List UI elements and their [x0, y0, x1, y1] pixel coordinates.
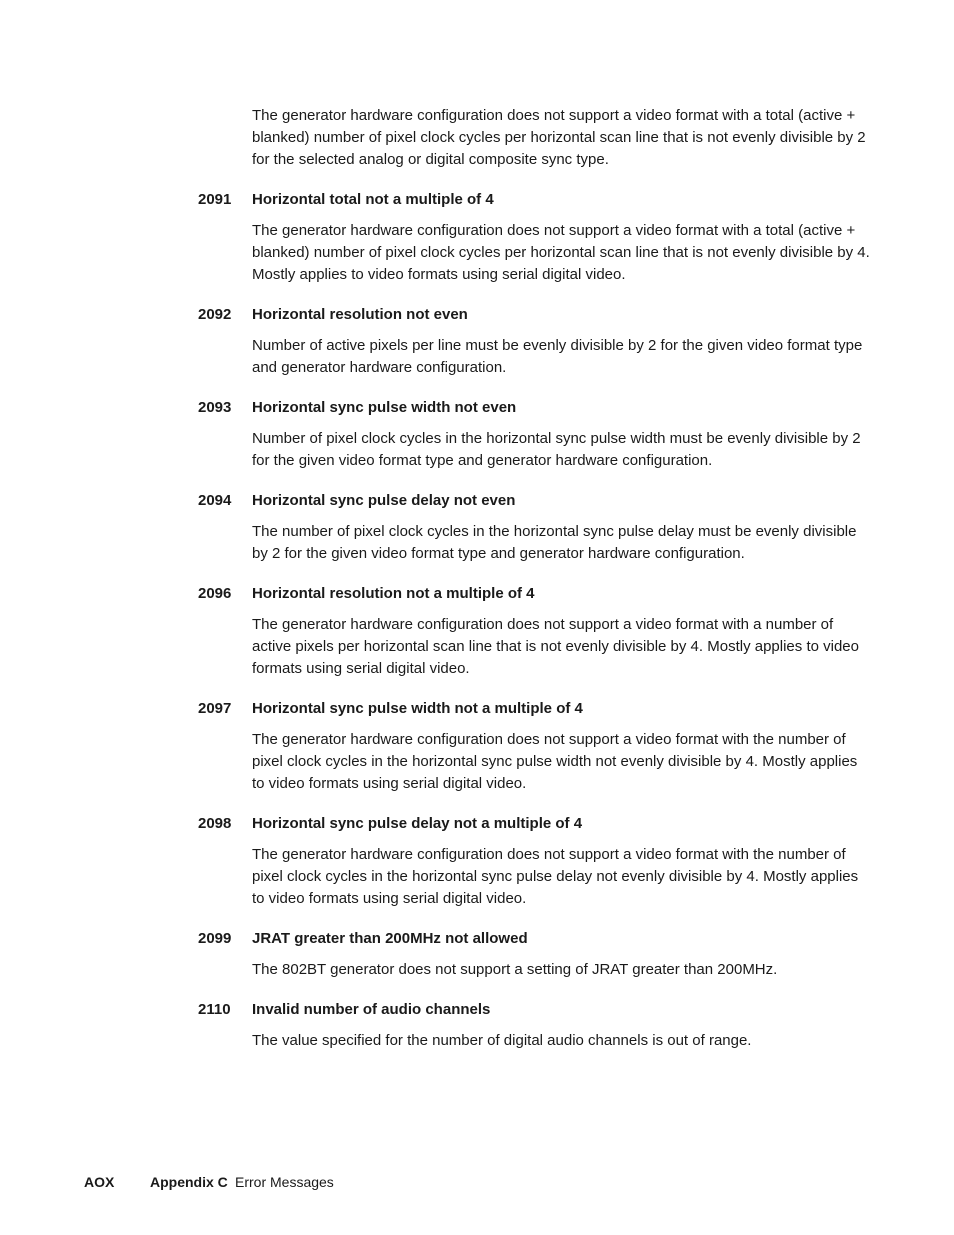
- error-entry: [0, 999, 954, 1052]
- page-footer: [0, 1171, 954, 1193]
- error-heading: [0, 999, 954, 1021]
- error-description: The number of pixel clock cycles in the horizontal sync pulse delay must be evenly divisible by 2 for the given video format type and generator hardware configuration.: [252, 523, 857, 562]
- error-description: The generator hardware configuration does not support a video format with a number of active pixels per horizontal scan line that is not evenly divisible by 4. Mostly applies to video formats using serial digital video.: [252, 616, 859, 677]
- error-code: 2099: [198, 930, 232, 947]
- error-description: The generator hardware configuration does not support a video format with the number of pixel clock cycles in the horizontal sync pulse width not evenly divisible by 4. Mostly applies to video formats using serial digital video.: [252, 731, 858, 792]
- error-entry: [0, 490, 954, 565]
- error-code: 2097: [198, 700, 232, 717]
- error-heading: [0, 813, 954, 835]
- error-entry: [0, 698, 954, 795]
- footer-appendix-label: Appendix C: [150, 1174, 228, 1190]
- error-description: The generator hardware configuration does not support a video format with the number of pixel clock cycles in the horizontal sync pulse delay not evenly divisible by 4. Mostly applies to video formats using serial digital video.: [252, 846, 859, 907]
- error-title: Horizontal total not a multiple of 4: [252, 191, 494, 208]
- error-code: 2094: [198, 492, 232, 509]
- error-code: 2093: [198, 399, 232, 416]
- error-description: The generator hardware configuration does not support a video format with a total (active + blanked) number of pixel clock cycles per horizontal scan line that is not evenly divisible by 4. Mostly applies to video formats using serial digital video.: [252, 222, 870, 283]
- page-number: AOX: [84, 1174, 115, 1190]
- error-heading: [0, 490, 954, 512]
- footer-section-title: Error Messages: [235, 1174, 334, 1190]
- error-title: Horizontal sync pulse delay not a multiple of 4: [252, 815, 583, 832]
- error-heading: [0, 189, 954, 211]
- error-code: 2110: [198, 1001, 231, 1018]
- error-title: Horizontal sync pulse width not even: [252, 399, 517, 416]
- error-entry: [0, 813, 954, 910]
- error-title: Horizontal resolution not even: [252, 306, 468, 323]
- error-title: Horizontal resolution not a multiple of 4: [252, 585, 535, 602]
- error-entry: [0, 397, 954, 472]
- error-entry: [0, 304, 954, 379]
- error-code: 2091: [198, 191, 232, 208]
- error-entry: [0, 189, 954, 286]
- error-list: [0, 105, 954, 1052]
- error-title: Horizontal sync pulse delay not even: [252, 492, 516, 509]
- error-title: JRAT greater than 200MHz not allowed: [252, 930, 528, 947]
- error-description: The 802BT generator does not support a setting of JRAT greater than 200MHz.: [252, 961, 778, 978]
- error-description: The value specified for the number of digital audio channels is out of range.: [252, 1032, 752, 1049]
- error-heading: [0, 698, 954, 720]
- error-code: 2096: [198, 585, 232, 602]
- intro-paragraph: The generator hardware configuration does not support a video format with a total (active + blanked) number of pixel clock cycles per horizontal scan line that is not evenly divisible by 2 for the selected analog or digital composite sync type.: [252, 107, 866, 168]
- error-title: Invalid number of audio channels: [252, 1001, 491, 1018]
- error-description: Number of pixel clock cycles in the horizontal sync pulse width must be evenly divisible by 2 for the given video format type and generator hardware configuration.: [252, 430, 861, 469]
- error-heading: [0, 583, 954, 605]
- error-code: 2098: [198, 815, 232, 832]
- error-heading: [0, 397, 954, 419]
- error-entry: [0, 928, 954, 981]
- error-heading: [0, 928, 954, 950]
- error-heading: [0, 304, 954, 326]
- error-title: Horizontal sync pulse width not a multiple of 4: [252, 700, 583, 717]
- error-entry: [0, 583, 954, 680]
- error-description: Number of active pixels per line must be evenly divisible by 2 for the given video format type and generator hardware configuration.: [252, 337, 863, 376]
- error-code: 2092: [198, 306, 232, 323]
